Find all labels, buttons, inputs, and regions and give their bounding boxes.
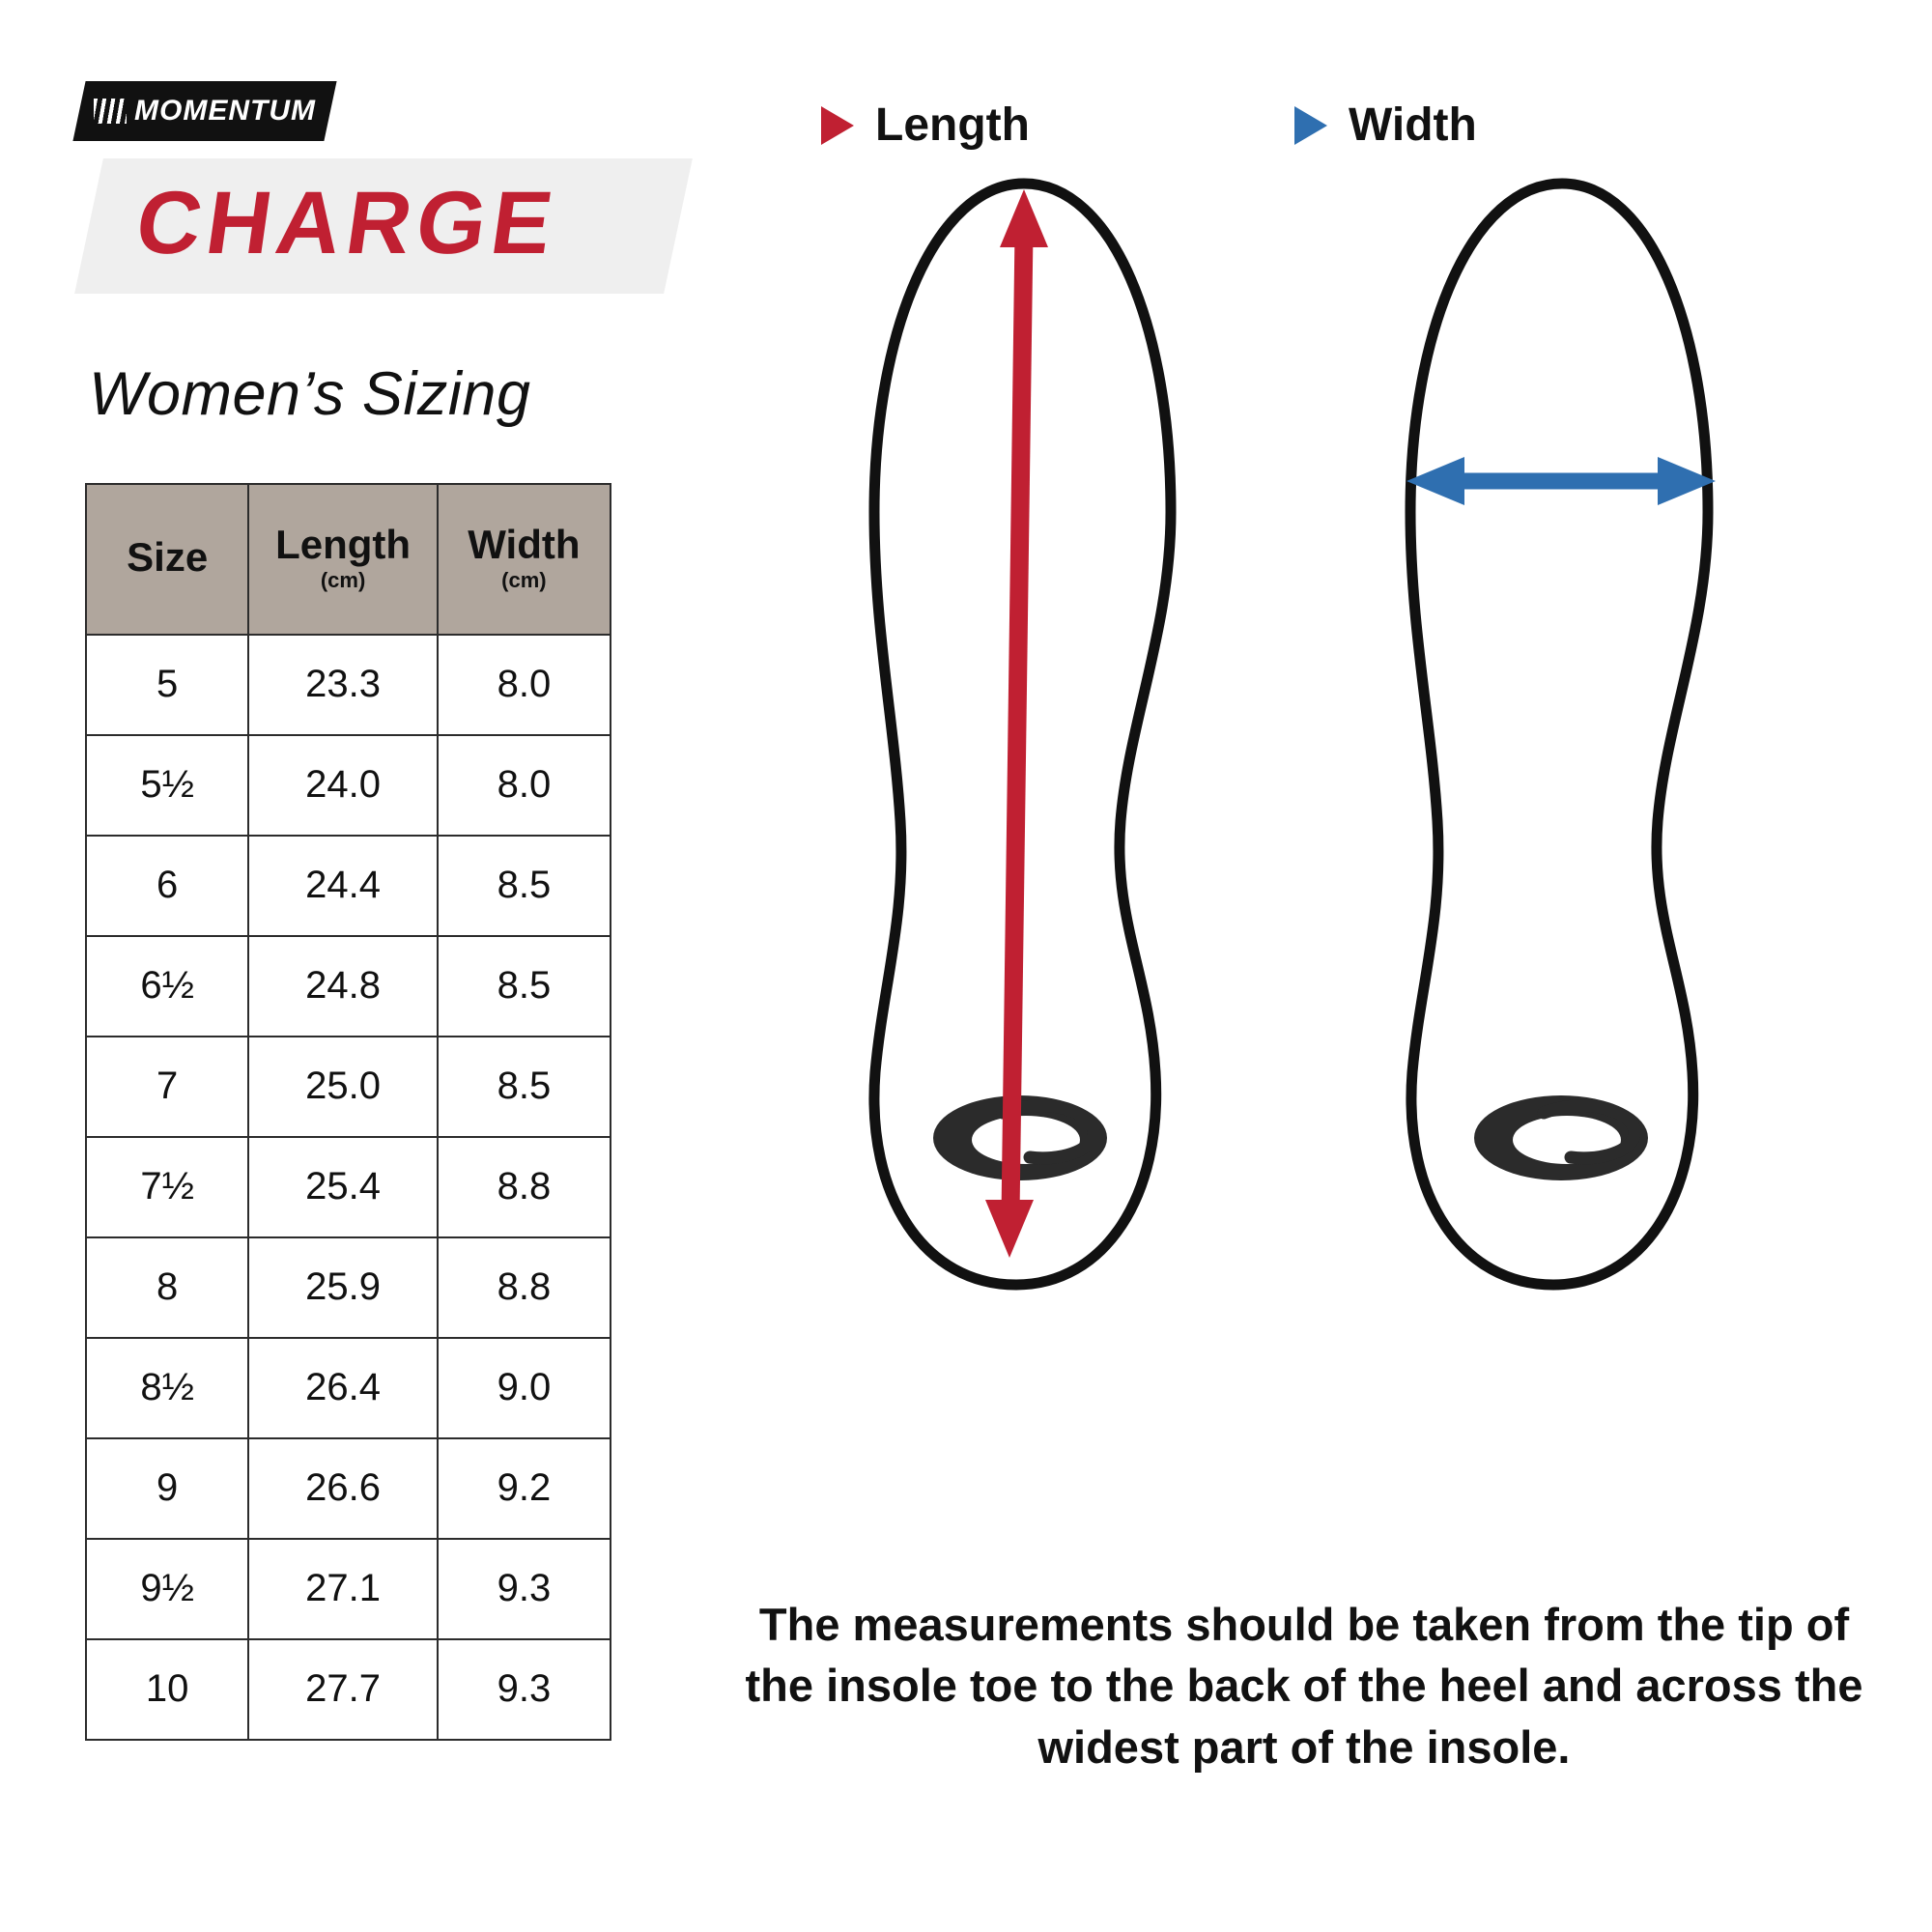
cell-length: 23.3	[248, 635, 437, 735]
cell-size: 10	[86, 1639, 248, 1740]
cell-width: 9.3	[438, 1639, 611, 1740]
column-header-length-main: Length	[275, 521, 412, 567]
insole-width-diagram	[1406, 184, 1716, 1285]
cell-width: 8.8	[438, 1237, 611, 1338]
momentum-swirl-logo	[1474, 1095, 1648, 1180]
table-row	[86, 1237, 611, 1338]
cell-width: 8.5	[438, 1037, 611, 1137]
cell-length: 27.7	[248, 1639, 437, 1740]
cell-width: 9.2	[438, 1438, 611, 1539]
cell-size: 6	[86, 836, 248, 936]
cell-size: 7	[86, 1037, 248, 1137]
cell-length: 25.4	[248, 1137, 437, 1237]
cell-width: 8.8	[438, 1137, 611, 1237]
legend-item-length	[821, 99, 1030, 152]
legend-label-width: Width	[1349, 99, 1477, 151]
size-table-body	[86, 635, 611, 1740]
size-table-container	[85, 483, 611, 1741]
cell-length: 25.0	[248, 1037, 437, 1137]
table-row	[86, 936, 611, 1037]
cell-length: 26.6	[248, 1438, 437, 1539]
table-row	[86, 1338, 611, 1438]
cell-width: 8.5	[438, 836, 611, 936]
cell-size: 5	[86, 635, 248, 735]
legend-label-length: Length	[875, 99, 1030, 151]
column-header-width-main: Width	[468, 521, 581, 567]
column-header-size-main: Size	[127, 533, 209, 580]
cell-length: 24.4	[248, 836, 437, 936]
cell-length: 24.8	[248, 936, 437, 1037]
insole-diagram	[734, 68, 1874, 1575]
cell-size: 5½	[86, 735, 248, 836]
cell-width: 9.0	[438, 1338, 611, 1438]
column-header-length	[248, 484, 437, 635]
legend-item-width	[1294, 99, 1477, 152]
brand-tag-label: MOMENTUM	[134, 95, 316, 127]
product-name	[129, 170, 646, 276]
cell-size: 9½	[86, 1539, 248, 1639]
cell-width: 9.3	[438, 1539, 611, 1639]
measurement-instructions: The measurements should be taken from the tip of the insole toe to the back of the heel and across the widest part of the insole.	[745, 1599, 1863, 1773]
cell-length: 25.9	[248, 1237, 437, 1338]
table-row	[86, 635, 611, 735]
cell-size: 9	[86, 1438, 248, 1539]
table-row	[86, 1137, 611, 1237]
cell-width: 8.0	[438, 735, 611, 836]
cell-width: 8.5	[438, 936, 611, 1037]
cell-size: 8	[86, 1237, 248, 1338]
column-header-width-sub: (cm)	[501, 568, 547, 593]
column-header-size	[86, 484, 248, 635]
size-table	[85, 483, 611, 1741]
triangle-right-icon	[1294, 106, 1327, 145]
cell-size: 7½	[86, 1137, 248, 1237]
table-row	[86, 1037, 611, 1137]
cell-width: 8.0	[438, 635, 611, 735]
insole-illustrations	[734, 145, 1874, 1517]
speed-bars-icon	[94, 99, 127, 124]
table-header-row	[86, 484, 611, 635]
cell-size: 8½	[86, 1338, 248, 1438]
product-name-label: CHARGE	[129, 174, 564, 272]
column-header-width	[438, 484, 611, 635]
table-row	[86, 1539, 611, 1639]
triangle-right-icon	[821, 106, 854, 145]
table-row	[86, 1639, 611, 1740]
cell-length: 27.1	[248, 1539, 437, 1639]
table-row	[86, 836, 611, 936]
insole-length-diagram	[874, 184, 1171, 1285]
cell-length: 26.4	[248, 1338, 437, 1438]
page-title: Women’s Sizing	[89, 360, 531, 428]
table-row	[86, 1438, 611, 1539]
brand-lockup	[79, 73, 678, 305]
brand-tag	[72, 81, 336, 141]
column-header-length-sub: (cm)	[320, 568, 366, 593]
table-row	[86, 735, 611, 836]
cell-length: 24.0	[248, 735, 437, 836]
cell-size: 6½	[86, 936, 248, 1037]
